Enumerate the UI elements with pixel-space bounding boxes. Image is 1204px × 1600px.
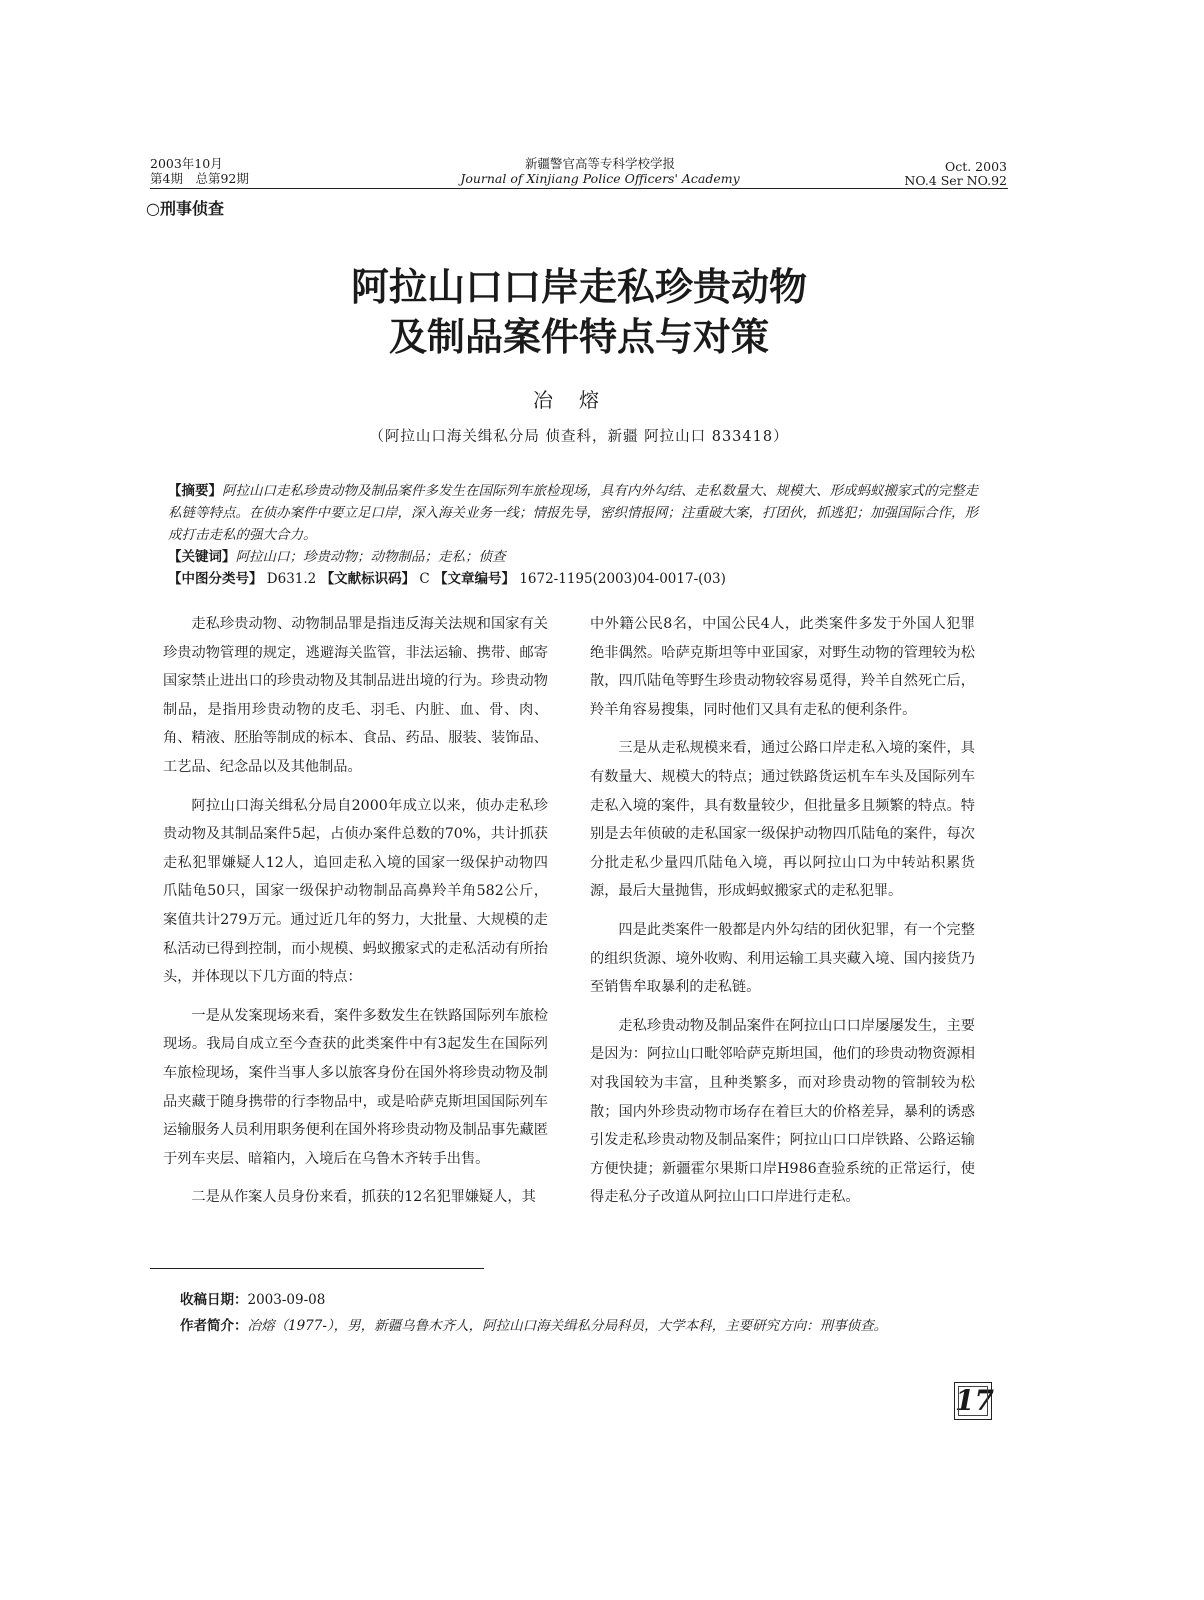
body-paragraph: 阿拉山口海关缉私分局自2000年成立以来，侦办走私珍贵动物及其制品案件5起，占侦办案件总数的70%，共计抓获走私犯罪嫌疑人12人，追回走私入境的国家一级保护动物四爪陆龟50只，国家一级保护动物制品高鼻羚羊角582公斤，案值共计279万元。通过近几年的努力，大批量、大规模的走私活动已得到控制，而小规模、蚂蚁搬家式的走私活动有所抬头，并体现以下几方面的特点： [163,797,548,986]
page-number: 17 [954,1382,992,1420]
bio-value: 冶熔（1977-），男，新疆乌鲁木齐人，阿拉山口海关缉私分局科员，大学本科，主要研究方向：刑事侦查。 [247,1318,888,1334]
article-number-label: 【文章编号】 [434,571,516,587]
abstract [168,480,990,546]
journal-name [380,156,820,186]
clc-value: D631.2 [266,571,317,587]
body-paragraph: 走私珍贵动物、动物制品罪是指违反海关法规和国家有关珍贵动物管理的规定，逃避海关监管，非法运输、携带、邮寄国家禁止进出口的珍贵动物及其制品进出境的行为。珍贵动物制品，是指用珍贵动物的皮毛、羽毛、内脏、血、骨、肉、角、精液、胚胎等制成的标本、食品、药品、服装、装饰品、工艺品、纪念品以及其他制品。 [163,616,548,775]
received-value: 2003-09-08 [247,1292,326,1308]
keywords-label: 【关键词】 [168,549,236,565]
doc-code-value: C [419,571,430,587]
doc-code-label: 【文献标识码】 [320,571,416,587]
body-paragraph: 四是此类案件一般都是内外勾结的团伙犯罪，有一个完整的组织货源、境外收购、利用运输工具夹藏入境、国内接货乃至销售牟取暴利的走私链。 [590,921,975,996]
body-paragraph: 三是从走私规模来看，通过公路口岸走私入境的案件，具有数量大、规模大的特点；通过铁路货运机车车头及国际列车走私入境的案件，具有数量较少，但批量多且频繁的特点。特别是去年侦破的走私国家一级保护动物四爪陆龟的案件，每次分批走私少量四爪陆龟入境，再以阿拉山口为中转站积累货源，最后大量抛售，形成蚂蚁搬家式的走私犯罪。 [590,740,975,900]
title-line-2: 及制品案件特点与对策 [388,315,769,359]
author-bio [180,1316,1000,1336]
body-paragraph: 中外籍公民8名，中国公民4人，此类案件多发于外国人犯罪绝非偶然。哈萨克斯坦等中亚国家，对野生动物的管理较为松散，四爪陆龟等野生珍贵动物较容易觅得，羚羊自然死亡后，羚羊角容易搜集，同时他们又具有走私的便利条件。 [590,616,975,718]
abstract-label: 【摘要】 [168,483,222,499]
issue-number-en: NO.4 Ser NO.92 [904,173,1007,188]
journal-name-en: Journal of Xinjiang Police Officers' Academy [460,171,740,186]
article-number-value: 1672-1195(2003)04-0017-(03) [519,571,726,587]
journal-date-issue-en [904,160,1007,188]
body-paragraph: 二是从作案人员身份来看，抓获的12名犯罪嫌疑人，其 [191,1189,536,1206]
title-line-1: 阿拉山口口岸走私珍贵动物 [350,265,807,309]
issue-date: 2003年10月 [150,156,223,171]
keywords-text: 阿拉山口；珍贵动物；动物制品；走私；侦查 [235,549,506,565]
issue-number: 第4期 总第92期 [150,171,249,186]
body-paragraph: 走私珍贵动物及制品案件在阿拉山口口岸屡屡发生，主要是因为：阿拉山口毗邻哈萨克斯坦国，他们的珍贵动物资源相对我国较为丰富，且种类繁多，而对珍贵动物的管制较为松散；国内外珍贵动物市场存在着巨大的价格差异，暴利的诱惑引发走私珍贵动物及制品案件；阿拉山口口岸铁路、公路运输方便快捷；新疆霍尔果斯口岸H986查验系统的正常运行，使得走私分子改道从阿拉山口口岸进行走私。 [590,1017,975,1206]
classification [168,568,990,590]
section-label: ○刑事侦查 [146,199,224,218]
footnote-rule [150,1268,484,1269]
article-title [150,262,1008,362]
author-affiliation: （阿拉山口海关缉私分局 侦查科，新疆 阿拉山口 833418） [369,429,789,445]
keywords [168,546,990,568]
body-column-right [590,610,975,1212]
received-label: 收稿日期： [180,1292,248,1308]
author-name: 冶熔 [533,388,625,412]
journal-date-issue [150,156,249,186]
journal-name-cn: 新疆警官高等专科学校学报 [524,156,675,171]
abstract-text: 阿拉山口走私珍贵动物及制品案件多发生在国际列车旅检现场，具有内外勾结、走私数量大、规模大、形成蚂蚁搬家式的完整走私链等特点。在侦办案件中要立足口岸，深入海关业务一线；情报先导，密织情报网；注重破大案，打团伙，抓逃犯；加强国际合作，形成打击走私的强大合力。 [168,483,978,543]
body-paragraph: 一是从发案现场来看，案件多数发生在铁路国际列车旅检现场。我局自成立至今查获的此类案件中有3起发生在国际列车旅检现场，案件当事人多以旅客身份在国外将珍贵动物及制品夹藏于随身携带的行李物品中，或是哈萨克斯坦国国际列车运输服务人员利用职务便利在国外将珍贵动物及制品事先藏匿于列车夹层、暗箱内，入境后在乌鲁木齐转手出售。 [163,1007,548,1167]
abstract-block [168,480,990,590]
clc-label: 【中图分类号】 [168,571,263,587]
header-rule [150,188,1008,189]
bio-label: 作者简介： [180,1318,248,1334]
body-column-left [163,610,548,1212]
received-date [180,1290,1000,1310]
issue-date-en: Oct. 2003 [944,159,1007,174]
